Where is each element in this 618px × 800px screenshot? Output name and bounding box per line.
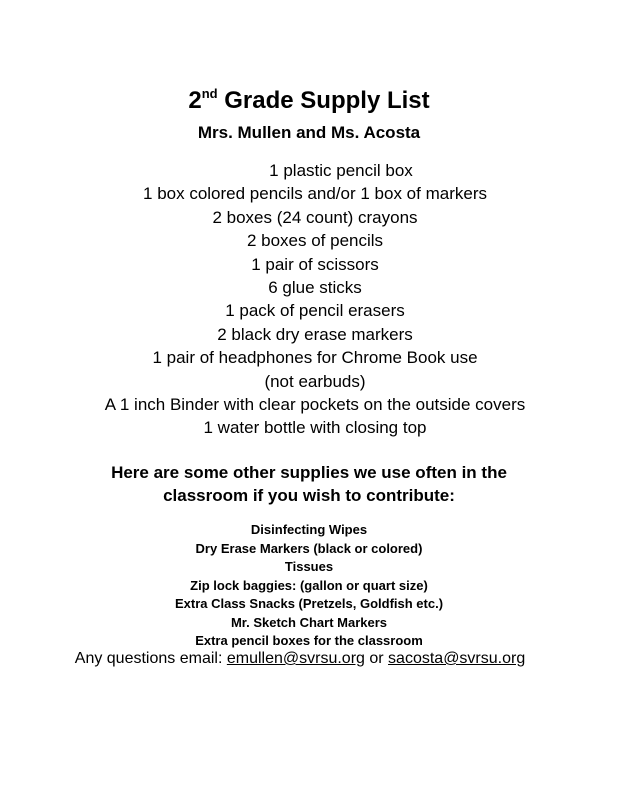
email-link-acosta[interactable]: sacosta@svrsu.org [388, 650, 526, 667]
contribution-heading-line: classroom if you wish to contribute: [163, 486, 455, 505]
contribution-item: Extra pencil boxes for the classroom [195, 633, 423, 648]
contact-separator: or [364, 650, 389, 667]
supply-item: 1 box colored pencils and/or 1 box of markers [143, 184, 487, 204]
supply-item: 1 pair of scissors [251, 254, 379, 274]
teacher-names: Mrs. Mullen and Ms. Acosta [197, 123, 421, 142]
contribution-item: Mr. Sketch Chart Markers [230, 614, 388, 630]
contribution-heading-line: Here are some other supplies we use often in the [111, 463, 507, 482]
contribution-item: Tissues [284, 559, 334, 574]
contribution-item: Disinfecting Wipes [250, 522, 368, 537]
supply-item: (not earbuds) [264, 371, 366, 391]
contribution-heading [0, 461, 618, 507]
title-number: 2 [188, 87, 202, 114]
supply-item: 2 boxes of pencils [246, 231, 384, 251]
title-superscript: nd [201, 86, 218, 101]
supply-item: 2 boxes (24 count) crayons [212, 207, 418, 227]
contribution-list [0, 521, 618, 651]
supply-item: 1 water bottle with closing top [203, 418, 427, 438]
supply-list [0, 159, 618, 440]
email-link-mullen[interactable]: emullen@svrsu.org [226, 650, 365, 667]
supply-item: 1 pack of pencil erasers [225, 301, 405, 321]
supply-item: 2 black dry erase markers [217, 324, 413, 344]
supply-item: 1 plastic pencil box [269, 161, 413, 180]
page-title [0, 86, 618, 116]
contribution-item: Zip lock baggies: (gallon or quart size) [190, 577, 428, 593]
supply-item: A 1 inch Binder with clear pockets on the outside covers [104, 394, 526, 414]
contact-prefix: Any questions email: [74, 650, 227, 667]
contribution-item: Dry Erase Markers (black or colored) [195, 540, 423, 556]
title-text: Grade Supply List [217, 87, 430, 114]
supply-item: 6 glue sticks [268, 277, 362, 297]
contact-line [0, 648, 600, 670]
supply-item: 1 pair of headphones for Chrome Book use [152, 348, 478, 368]
contribution-item: Extra Class Snacks (Pretzels, Goldfish etc.) [174, 596, 444, 611]
